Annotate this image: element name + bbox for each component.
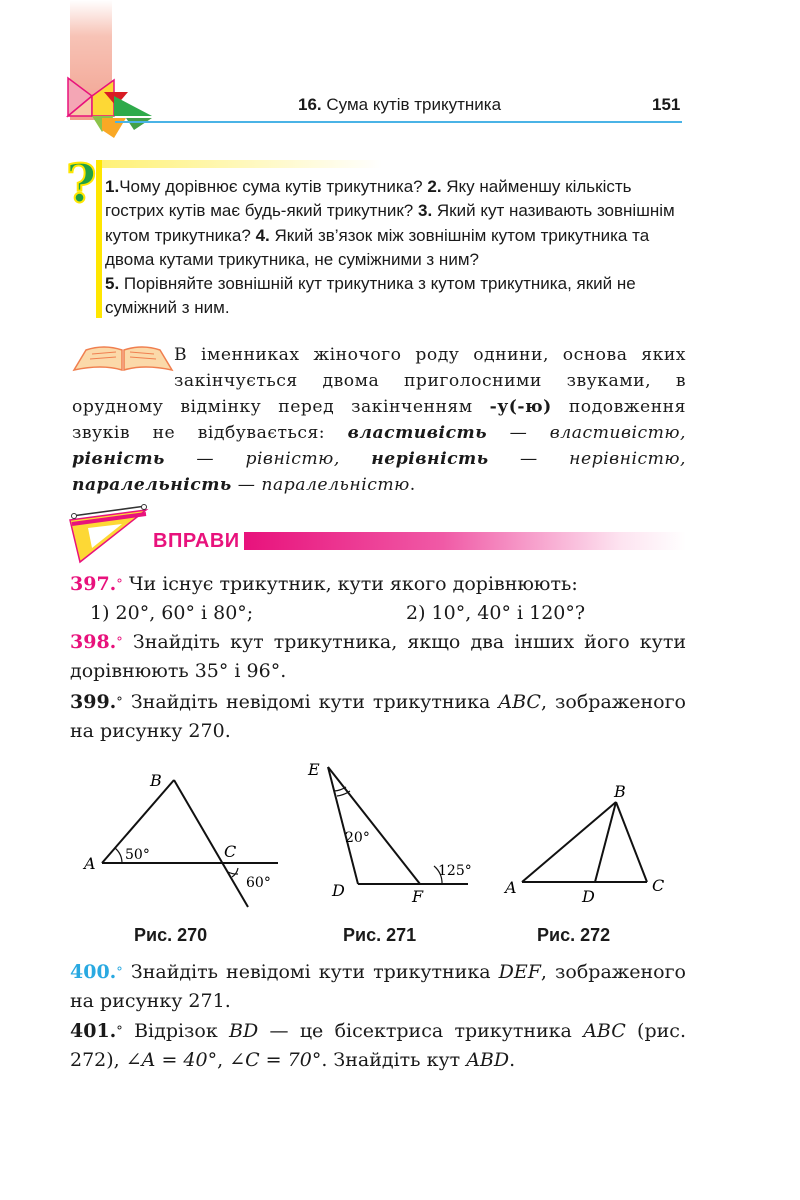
exercises-title: ВПРАВИ xyxy=(153,530,240,552)
fig271-label-f: F xyxy=(412,887,424,906)
caption-270: Рис. 270 xyxy=(134,925,208,945)
fig270-label-b: B xyxy=(150,771,162,790)
question-block-bar xyxy=(96,160,102,318)
review-questions: 1.Чому дорівнює сума кутів трикутника? 2. Яку найменшу кількість гострих кутів має будь-який трикутник? 3. Який кут називають зовнішнім кутом трикутника? 4. Який зв’язок між зовнішнім кутом трикутника та двома кутами трикутника, не суміжними з ним? 5. Порівняйте зовнішній кут трикутника з кутом трикутника, який не суміжний з ним. xyxy=(105,177,675,318)
fig270-angle-60: 60° xyxy=(246,875,271,891)
grammar-note: В іменниках жіночого роду однини, основа яких закінчується двома приголосними звуками, в орудному відмінку перед закінченням -у(-ю) подовження звуків не відбувається: властивість — властивістю, рівність — рівністю, нерівність — нерівністю, паралельність — паралельністю. xyxy=(72,342,686,498)
exercises-bar xyxy=(244,532,686,550)
open-book-icon xyxy=(72,342,174,372)
fig271-angle-20: 20° xyxy=(345,830,370,846)
fig272-label-b: B xyxy=(614,782,626,801)
figures-panel xyxy=(70,755,690,915)
task-399: 399.° Знайдіть невідомі кути трикутника ABC, зображеного на рисунку 270. xyxy=(70,691,686,742)
tangram-logo-icon xyxy=(62,58,162,140)
caption-272: Рис. 272 xyxy=(537,925,611,945)
section-title: 16. Сума кутів трикутника xyxy=(298,95,502,114)
fig272-label-a: A xyxy=(505,878,517,897)
fig270-angle-50: 50° xyxy=(125,847,150,863)
fig272-label-d: D xyxy=(582,887,595,906)
fig270-label-c: C xyxy=(224,842,237,861)
task-401: 401.° Відрізок BD — це бісектриса трикутника ABC (рис. 272), ∠A = 40°, ∠C = 70°. Знайдіть кут ABD. xyxy=(70,1020,686,1071)
task-400: 400.° Знайдіть невідомі кути трикутника DEF, зображеного на рисунку 271. xyxy=(70,961,686,1012)
ruler-triangle-icon xyxy=(66,502,154,564)
fig271-label-d: D xyxy=(332,881,345,900)
task-397: 397.° Чи існує трикутник, кути якого дорівнюють: 1) 20°, 60° і 80°; 2) 10°, 40° і 120°? xyxy=(70,573,586,624)
fig272-label-c: C xyxy=(652,876,665,895)
question-block-top xyxy=(102,160,382,168)
svg-text:?: ? xyxy=(66,154,96,214)
fig270-label-a: A xyxy=(84,854,96,873)
fig271-label-e: E xyxy=(308,760,320,779)
task-398: 398.° Знайдіть кут трикутника, якщо два інших його кути дорівнюють 35° і 96°. xyxy=(70,631,686,682)
caption-271: Рис. 271 xyxy=(343,925,417,945)
figure-272 xyxy=(522,802,647,882)
question-mark-icon xyxy=(64,154,96,214)
page-number: 151 xyxy=(652,95,681,114)
fig271-angle-125: 125° xyxy=(438,863,472,879)
header-divider xyxy=(115,121,682,123)
